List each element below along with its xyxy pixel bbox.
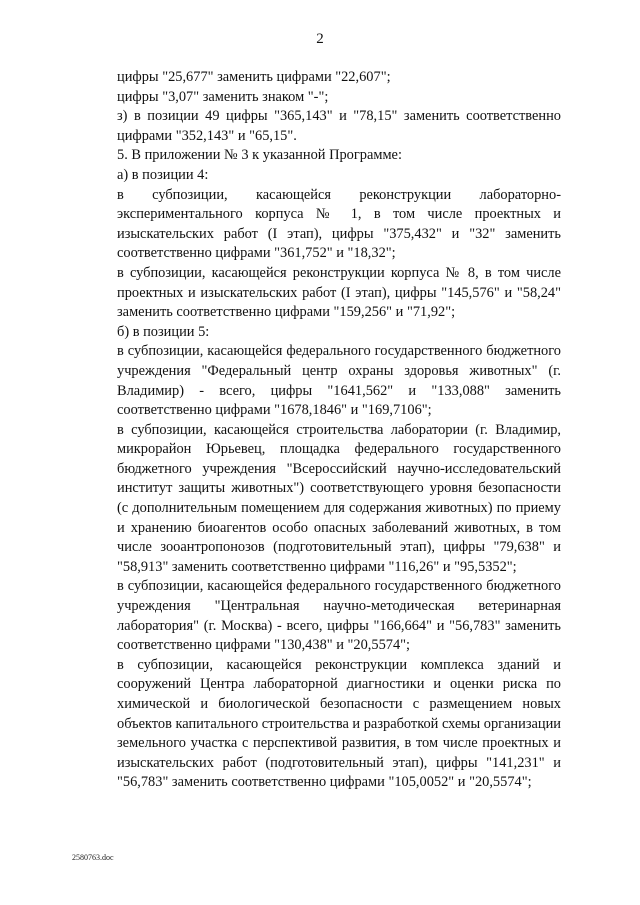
paragraph-position-49: з) в позиции 49 цифры "365,143" и "78,15" заменить соответственно цифрами "352,143" и "65,15". <box>117 108 561 144</box>
document-body <box>117 68 561 793</box>
document-file-code: 2580763.doc <box>72 853 114 862</box>
paragraph-yurievets-laboratory: в субпозиции, касающейся строительства лаборатории (г. Владимир, микрорайон Юрьевец, площадка федерального государственного бюджетного учреждения "Всероссийский научно-исследовательский институт защиты животных") соответствующего уровня безопасности (с дополнительным помещением для содержания животных) по приему и хранению биоагентов особо опасных заболеваний животных, в том числе зооантропонозов (подготовительный этап), цифры "79,638" и "58,913" заменить соответственно цифрами "116,26" и "95,5352"; <box>117 421 561 575</box>
paragraph-moscow-vet-laboratory: в субпозиции, касающейся федерального государственного бюджетного учреждения "Центральная научно-методическая ветеринарная лаборатория" (г. Москва) - всего, цифры "166,664" и "56,783" заменить соответственно цифрами "130,438" и "20,5574"; <box>117 578 561 654</box>
paragraph-building-1-reconstruction: в субпозиции, касающейся реконструкции лабораторно-экспериментального корпуса № 1, в том числе проектных и изыскательских работ (I этап), цифры "375,432" и "32" заменить соответственно цифрами "361,752" и "18,32"; <box>117 186 561 262</box>
paragraph-position-5-heading: б) в позиции 5: <box>117 323 210 340</box>
paragraph-replace-25677: цифры "25,677" заменить цифрами "22,607"; <box>117 69 391 85</box>
paragraph-appendix-3-intro: 5. В приложении № 3 к указанной Программе: <box>117 147 402 164</box>
paragraph-replace-307: цифры "3,07" заменить знаком "-"; <box>117 88 329 105</box>
paragraph-risk-assessment-center: в субпозиции, касающейся реконструкции комплекса зданий и сооружений Центра лабораторной диагностики и оценки риска по химической и биологической безопасности с размещением новых объектов капитального строительства и разработкой схемы организации земельного участка с перспективой развития, в том числе проектных и изыскательских работ (подготовительный этап), цифры "141,231" и "56,783" заменить соответственно цифрами "105,0052" и "20,5574"; <box>117 656 562 791</box>
paragraph-position-4-heading: а) в позиции 4: <box>117 166 209 183</box>
paragraph-building-8-reconstruction: в субпозиции, касающейся реконструкции корпуса № 8, в том числе проектных и изыскательских работ (I этап), цифры "145,576" и "58,24" заменить соответственно цифрами "159,256" и "71,92"; <box>117 264 561 321</box>
page-number: 2 <box>316 31 324 47</box>
paragraph-vladimir-animal-health-center: в субпозиции, касающейся федерального государственного бюджетного учреждения "Федеральный центр охраны здоровья животных" (г. Владимир) - всего, цифры "1641,562" и "133,088" заменить соответственно цифрами "1678,1846" и "169,7106"; <box>117 343 561 419</box>
